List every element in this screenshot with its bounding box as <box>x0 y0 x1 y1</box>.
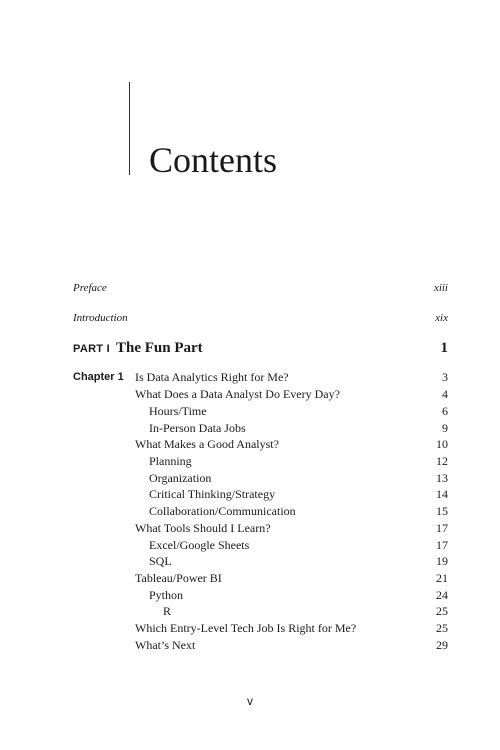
entry-label: Organization <box>149 471 212 485</box>
entry-page: 19 <box>436 554 448 568</box>
entry-label: What Makes a Good Analyst? <box>135 437 279 451</box>
entry-page: 15 <box>436 504 448 518</box>
entry-page: 17 <box>436 521 448 535</box>
toc-entry[interactable] <box>135 570 448 587</box>
entry-page: 12 <box>436 454 448 468</box>
entry-page: 25 <box>436 621 448 635</box>
toc-entry-preface[interactable] <box>73 282 448 294</box>
part-title: The Fun Part <box>116 340 203 356</box>
entry-page: 21 <box>436 571 448 585</box>
toc-entry[interactable] <box>149 453 448 470</box>
entry-label: SQL <box>149 554 172 568</box>
toc-entry-introduction[interactable] <box>73 312 448 324</box>
entry-label: Excel/Google Sheets <box>149 538 250 552</box>
entry-label: Hours/Time <box>149 404 207 418</box>
toc-entry[interactable] <box>149 503 448 520</box>
entry-page: 13 <box>436 471 448 485</box>
page-title: Contents <box>149 140 278 180</box>
toc-entry[interactable] <box>135 620 448 637</box>
entry-label: Preface <box>73 282 107 294</box>
entry-label: What Does a Data Analyst Do Every Day? <box>135 387 340 401</box>
entry-page: xiii <box>433 282 448 294</box>
entry-page: 24 <box>436 588 448 602</box>
entry-label: Is Data Analytics Right for Me? <box>135 370 289 384</box>
entry-label: Collaboration/Communication <box>149 504 296 518</box>
toc-entry[interactable] <box>135 369 448 386</box>
entry-page: 14 <box>436 487 448 501</box>
entry-page: 25 <box>436 604 448 618</box>
entry-label: What Tools Should I Learn? <box>135 521 271 535</box>
entry-page: 10 <box>436 437 448 451</box>
toc-entry[interactable] <box>149 587 448 604</box>
toc-entry[interactable] <box>135 637 448 654</box>
entry-label: R <box>163 604 172 618</box>
toc-entry[interactable] <box>149 403 448 420</box>
entry-label: Planning <box>149 454 192 468</box>
toc-entry[interactable] <box>135 520 448 537</box>
entry-label: Critical Thinking/Strategy <box>149 487 276 501</box>
vertical-rule <box>129 82 130 175</box>
entry-label: Python <box>149 588 184 602</box>
entry-page: 29 <box>436 638 448 652</box>
toc-entry[interactable] <box>149 553 448 570</box>
entry-page: 6 <box>442 404 448 418</box>
entry-page: 4 <box>442 387 448 401</box>
entry-page: 3 <box>442 370 448 384</box>
toc-part-heading[interactable] <box>73 340 448 358</box>
entry-page: xix <box>435 312 448 324</box>
entry-label: Introduction <box>73 312 128 324</box>
toc-entry[interactable] <box>149 537 448 554</box>
toc-entry[interactable] <box>135 436 448 453</box>
toc-entry[interactable] <box>149 420 448 437</box>
entry-label: Which Entry-Level Tech Job Is Right for Me? <box>135 621 357 635</box>
entry-page: 9 <box>442 421 448 435</box>
toc-entry[interactable] <box>149 470 448 487</box>
entry-label: In-Person Data Jobs <box>149 421 246 435</box>
entry-page: 17 <box>436 538 448 552</box>
part-page: 1 <box>440 340 448 356</box>
part-label: PART I <box>73 343 111 355</box>
toc-entry[interactable] <box>149 486 448 503</box>
toc-entry[interactable] <box>163 603 448 620</box>
entry-label: What’s Next <box>135 638 196 652</box>
entry-label: Tableau/Power BI <box>135 571 222 585</box>
page-number: v <box>247 694 253 708</box>
chapter-label: Chapter 1 <box>73 371 124 383</box>
toc-entry[interactable] <box>135 386 448 403</box>
